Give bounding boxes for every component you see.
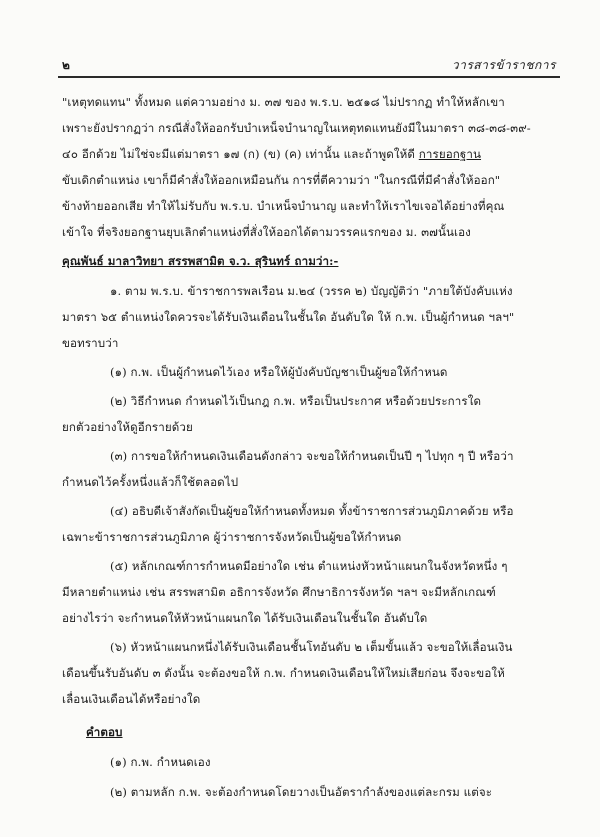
answer-item: (๒) ตามหลัก ก.พ. จะต้องกำหนดโดยวางเป็นอัตรากำลังของแต่ละกรม แต่จะ (110, 785, 493, 799)
question-item: เดือนขึ้นรับอันดับ ๓ ดังนั้น จะต้องขอให้ ก.พ. กำหนดเงินเดือนให้ใหม่เสียก่อน จึงจะขอให้ (62, 666, 505, 680)
question-line: มาตรา ๖๕ ตำแหน่งใดควรจะได้รับเงินเดือนในชั้นใด อันดับใด ให้ ก.พ. เป็นผู้กำหนด ฯลฯ" (62, 310, 515, 324)
intro-line: ขับเดิกตำแหน่ง เขาก็มีคำสั่งให้ออกเหมือนกัน การที่ตีความว่า "ในกรณีที่มีคำสั่งให้ออก" (62, 173, 501, 187)
question-item: (๓) การขอให้กำหนดเงินเดือนดังกล่าว จะขอให้กำหนดเป็นปี ๆ ไปทุก ๆ ปี หรือว่า (110, 449, 514, 463)
intro-text: ๔๐ อีกด้วย ไม่ใช่จะมีแต่มาตรา ๑๗ (ก) (ข) (ค) เท่านั้น และถ้าพูดให้ดี (62, 147, 415, 161)
question-item: (๒) วิธีกำหนด กำหนดไว้เป็นกฎ ก.พ. หรือเป็นประกาศ หรือด้วยประการใด (110, 394, 482, 408)
intro-line: ข้างท้ายออกเสีย ทำให้ไม่รับกับ พ.ร.บ. บำเหน็จบำนาญ และทำให้เราไขเจอได้อย่างที่คุณ (62, 199, 505, 213)
question-header: คุณพันธ์ มาลาวิทยา สรรพสามิต จ.ว. สุรินทร์ ถามว่า:- (62, 254, 339, 268)
answer-header: คำตอบ (86, 725, 123, 739)
question-item: (๕) หลักเกณฑ์การกำหนดมีอย่างใด เช่น ตำแหน่งหัวหน้าแผนกในจังหวัดหนึ่ง ๆ (110, 559, 508, 573)
question-item: เฉพาะข้าราชการส่วนภูมิภาค ผู้ว่าราชการจังหวัดเป็นผู้ขอให้กำหนด (62, 530, 402, 544)
intro-line: เพราะยังปรากฏว่า กรณีสั่งให้ออกรับบำเหน็จบำนาญในเหตุทดแทนยังมีในมาตรา ๓๘-๓๘-๓๙- (62, 121, 531, 135)
underlined-term: การยอกฐาน (418, 147, 482, 161)
question-item: (๑) ก.พ. เป็นผู้กำหนดไว้เอง หรือให้ผู้บังคับบัญชาเป็นผู้ขอให้กำหนด (110, 365, 448, 379)
answer-item: (๑) ก.พ. กำหนดเอง (110, 755, 211, 769)
question-line: ขอทราบว่า (62, 336, 119, 350)
question-item: เลื่อนเงินเดือนได้หรือย่างใด (62, 692, 201, 706)
question-item: (๖) หัวหน้าแผนกหนึ่งได้รับเงินเดือนชั้นโทอันดับ ๒ เต็มขั้นแล้ว จะขอให้เลื่อนเงิน (110, 640, 513, 654)
intro-line (62, 146, 481, 162)
intro-line: เข้าใจ ที่จริงยอกฐานยุบเลิกตำแหน่งที่สั่งให้ออกได้ตามวรรคแรกของ ม. ๓๗นั้นเอง (62, 225, 471, 239)
header-rule (58, 76, 560, 78)
page-number: ๒ (62, 58, 71, 72)
question-item: มีหลายตำแหน่ง เช่น สรรพสามิต อธิการจังหวัด ศึกษาธิการจังหวัด ฯลฯ จะมีหลักเกณฑ์ (62, 585, 496, 599)
journal-title: วารสารข้าราชการ (451, 58, 556, 72)
question-item: ยกตัวอย่างให้ดูอีกรายด้วย (62, 420, 193, 434)
question-line: ๑. ตาม พ.ร.บ. ข้าราชการพลเรือน ม.๒๔ (วรรค ๒) บัญญัติว่า "ภายใต้บังคับแห่ง (110, 284, 513, 298)
question-item: อย่างไรว่า จะกำหนดให้หัวหน้าแผนกใด ได้รับเงินเดือนในชั้นใด อันดับใด (62, 611, 428, 625)
intro-line: "เหตุทดแทน" ทั้งหมด แต่ความอย่าง ม. ๓๗ ของ พ.ร.บ. ๒๕๑๘ ไม่ปรากฏ ทำให้หลักเขา (62, 95, 505, 109)
question-item: (๔) อธิบดีเจ้าสังกัดเป็นผู้ขอให้กำหนดทั้งหมด ทั้งข้าราชการส่วนภูมิภาคด้วย หรือ (110, 504, 514, 518)
question-item: กำหนดไว้ครั้งหนึ่งแล้วก็ใช้ตลอดไป (62, 475, 239, 489)
